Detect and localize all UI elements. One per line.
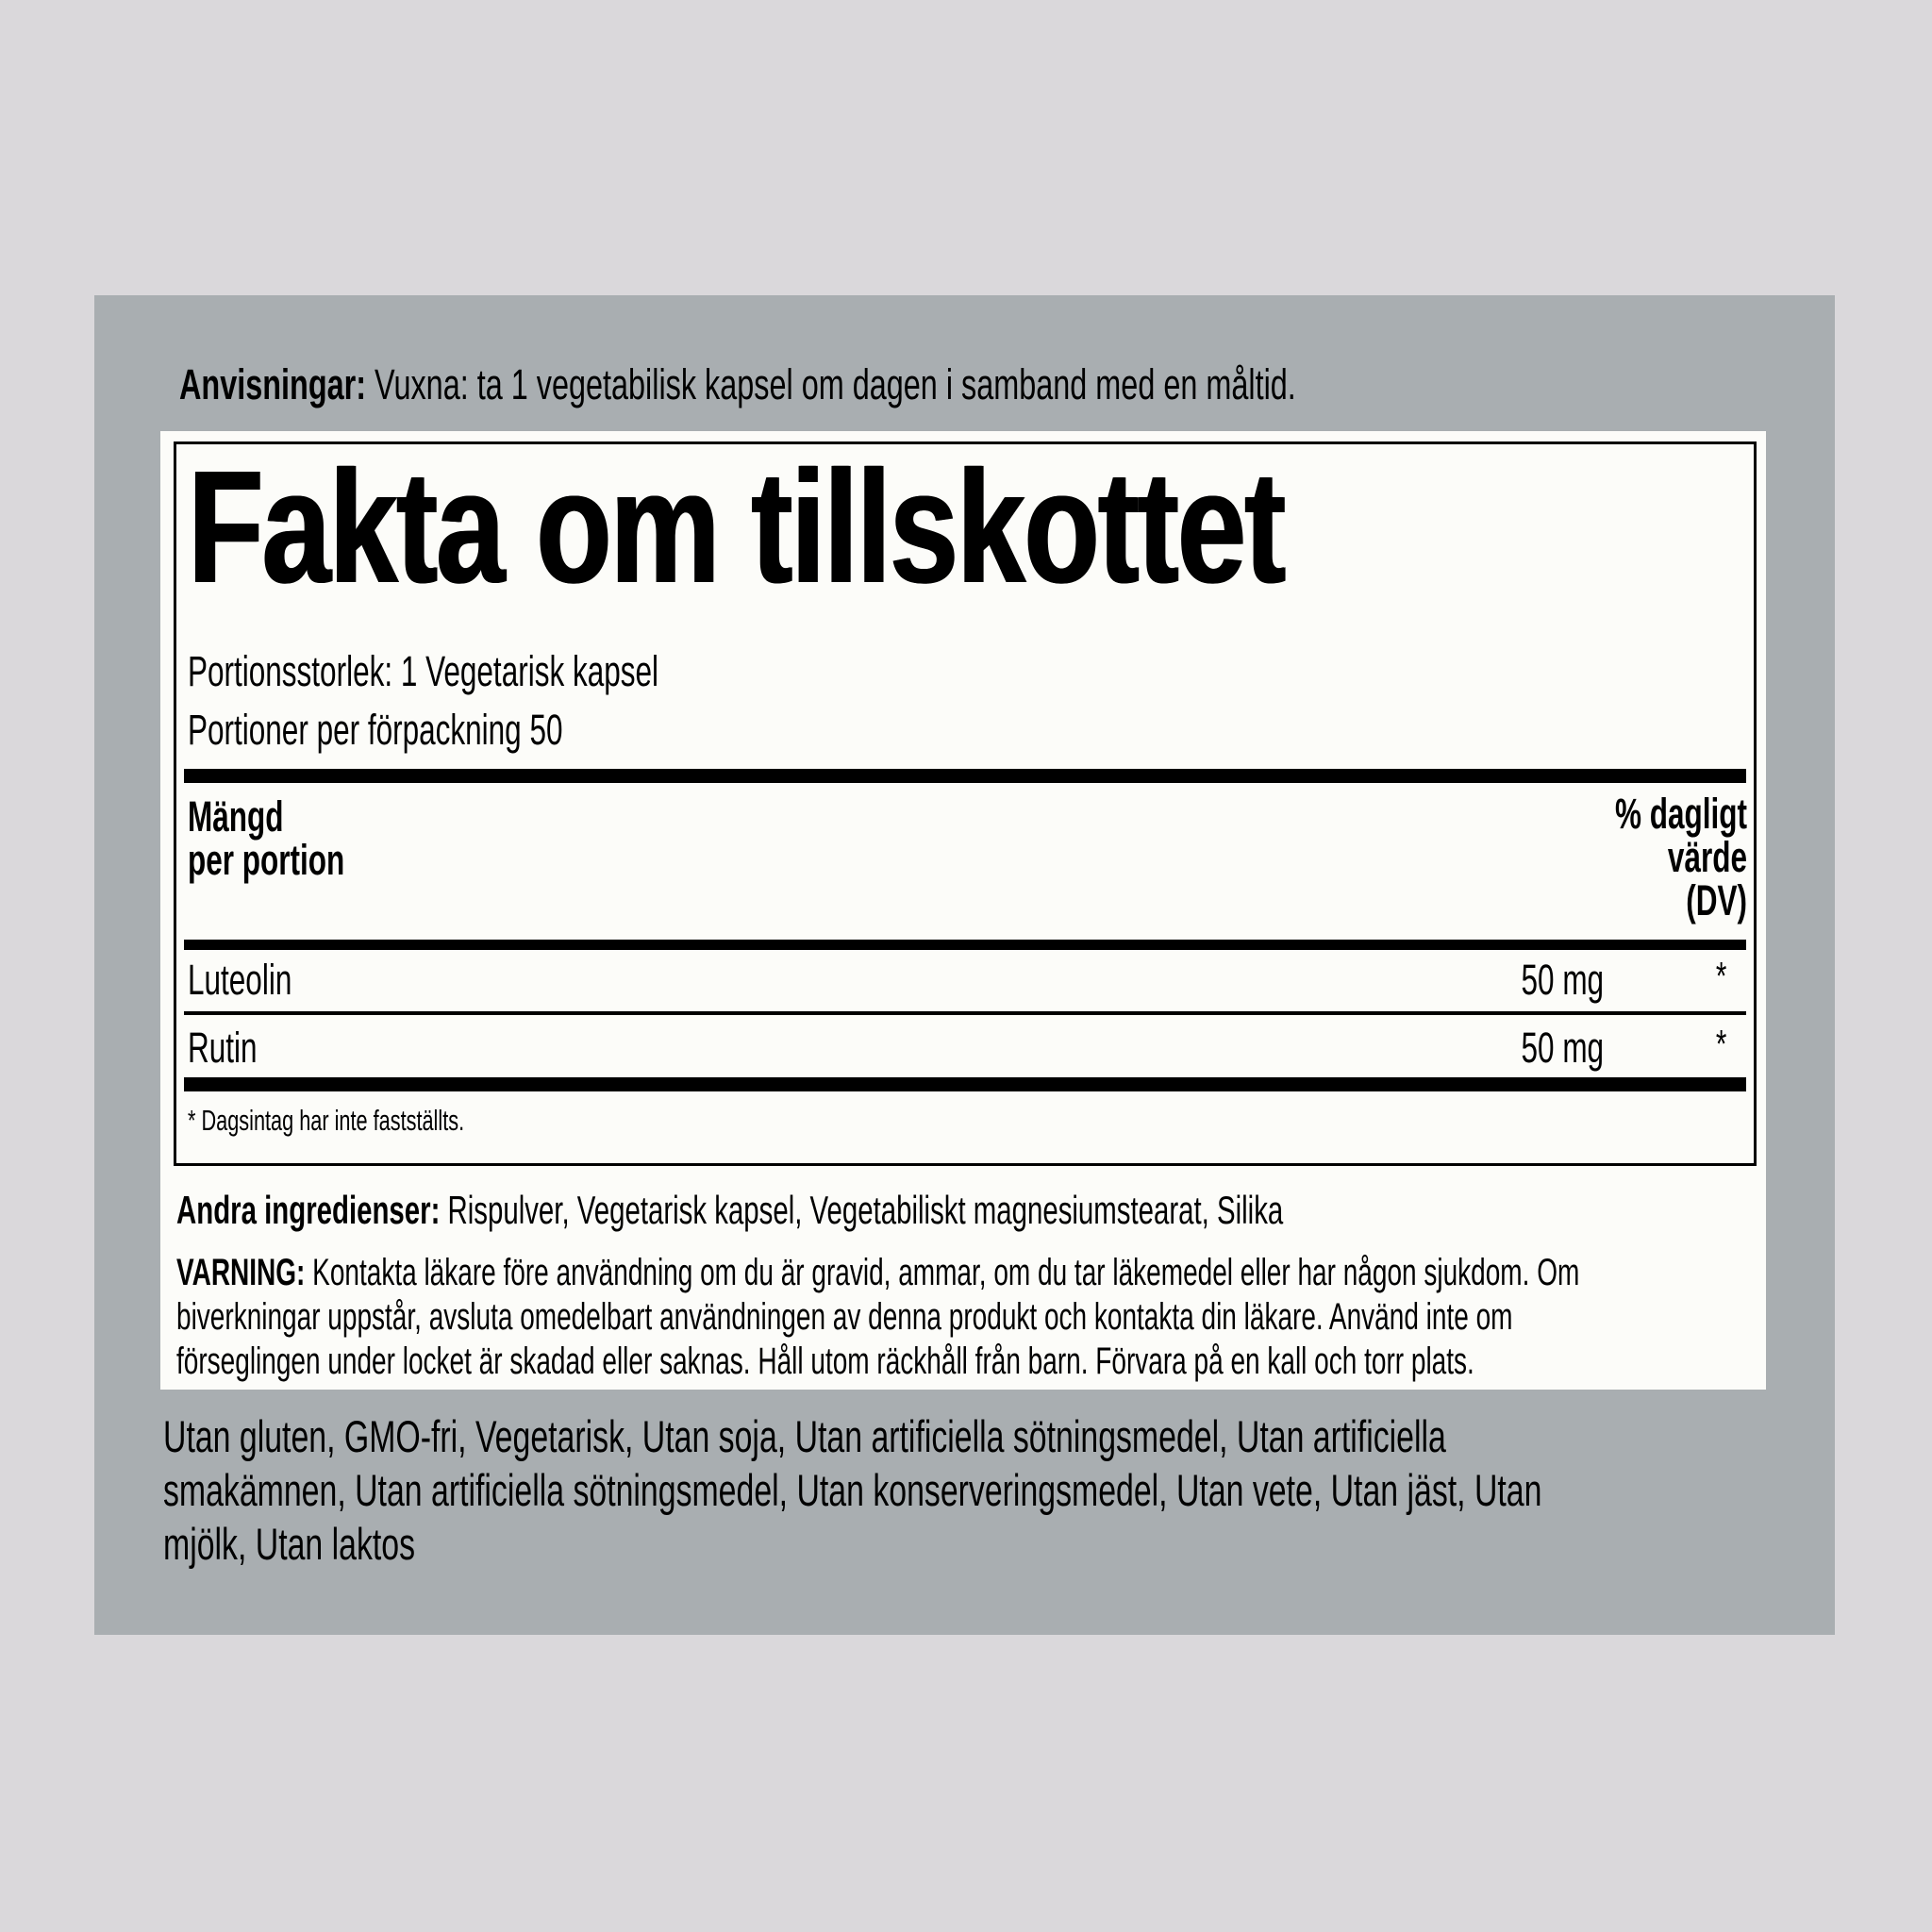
- other-ingredients-label: Andra ingredienser:: [176, 1188, 441, 1232]
- serving-size-text: Portionsstorlek: 1 Vegetarisk kapsel: [188, 647, 659, 695]
- warning-line-3: förseglingen under locket är skadad eller saknas. Håll utom räckhåll från barn. Förvara på en kall och torr plats.: [176, 1341, 1474, 1382]
- nutrient-dv-text: *: [1715, 1022, 1726, 1066]
- nutrient-row-2-name: [188, 1024, 287, 1073]
- thin-divider-row: [184, 1011, 1746, 1015]
- nutrient-row-2-amount: [1486, 1024, 1604, 1073]
- servings-per-container: [188, 706, 724, 755]
- serving-size: [188, 647, 860, 696]
- nutrient-dv-text: *: [1715, 954, 1726, 998]
- thick-divider-top: [184, 769, 1746, 783]
- dv-header-line-3: (DV): [1686, 876, 1747, 924]
- dv-header: [1558, 792, 1747, 923]
- warning-line-2: biverkningar uppstår, avsluta omedelbart användningen av denna produkt och kontakta din läkare. Använd inte om: [176, 1296, 1513, 1338]
- servings-per-container-text: Portioner per förpackning 50: [188, 706, 563, 754]
- thick-divider-bottom: [184, 1077, 1746, 1091]
- nutrient-name-text: Rutin: [188, 1024, 258, 1072]
- directions-line: [179, 361, 1296, 408]
- dv-header-line-1: % dagligt: [1615, 790, 1747, 838]
- facts-title: Fakta om tillskottet: [188, 438, 1285, 617]
- free-from-paragraph: [163, 1409, 1932, 1571]
- nutrient-name-text: Luteolin: [188, 956, 292, 1004]
- amount-header-line-1: [188, 792, 325, 841]
- dv-footnote-text: * Dagsintag har inte fastställts.: [188, 1104, 465, 1137]
- free-from-line-1: Utan gluten, GMO-fri, Vegetarisk, Utan soja, Utan artificiella sötningsmedel, Utan artificiella: [163, 1411, 1446, 1461]
- nutrient-row-1-amount: [1486, 956, 1604, 1005]
- amount-header-text-2: per portion: [188, 836, 345, 884]
- free-from-line-3: mjölk, Utan laktos: [163, 1519, 416, 1569]
- nutrient-amount-text: 50 mg: [1521, 1024, 1604, 1072]
- nutrient-row-1-dv: [1711, 952, 1726, 1001]
- nutrient-amount-text: 50 mg: [1521, 956, 1604, 1004]
- nutrient-row-2-dv: [1711, 1020, 1726, 1069]
- supplement-facts-box: [174, 438, 1757, 1166]
- nutrient-row-1-name: [188, 956, 337, 1005]
- supplement-label-panel: [94, 295, 1835, 1635]
- warning-paragraph: [176, 1251, 1932, 1384]
- medium-divider-header: [184, 940, 1746, 950]
- supplement-facts-label: [160, 431, 1766, 1390]
- free-from-line-2: smakämnen, Utan artificiella sötningsmedel, Utan konserveringsmedel, Utan vete, Utan jäst, Utan: [163, 1465, 1542, 1515]
- dv-footnote: [188, 1104, 583, 1138]
- dv-header-line-2: värde: [1667, 833, 1747, 881]
- amount-header-line-2: [188, 836, 411, 884]
- amount-header-text-1: Mängd: [188, 792, 284, 841]
- warning-line-1: [176, 1251, 1579, 1295]
- other-ingredients-text: Rispulver, Vegetarisk kapsel, Vegetabiliskt magnesiumstearat, Silika: [447, 1188, 1284, 1232]
- other-ingredients-wrap: [176, 1188, 1283, 1233]
- directions-text: Vuxna: ta 1 vegetabilisk kapsel om dagen i samband med en måltid.: [375, 360, 1296, 408]
- other-ingredients-line: [176, 1188, 1757, 1233]
- warning-text-1: Kontakta läkare före användning om du är gravid, ammar, om du tar läkemedel eller har någon sjukdom. Om: [312, 1252, 1580, 1293]
- directions-label: Anvisningar:: [179, 360, 367, 408]
- warning-label: VARNING:: [176, 1252, 306, 1293]
